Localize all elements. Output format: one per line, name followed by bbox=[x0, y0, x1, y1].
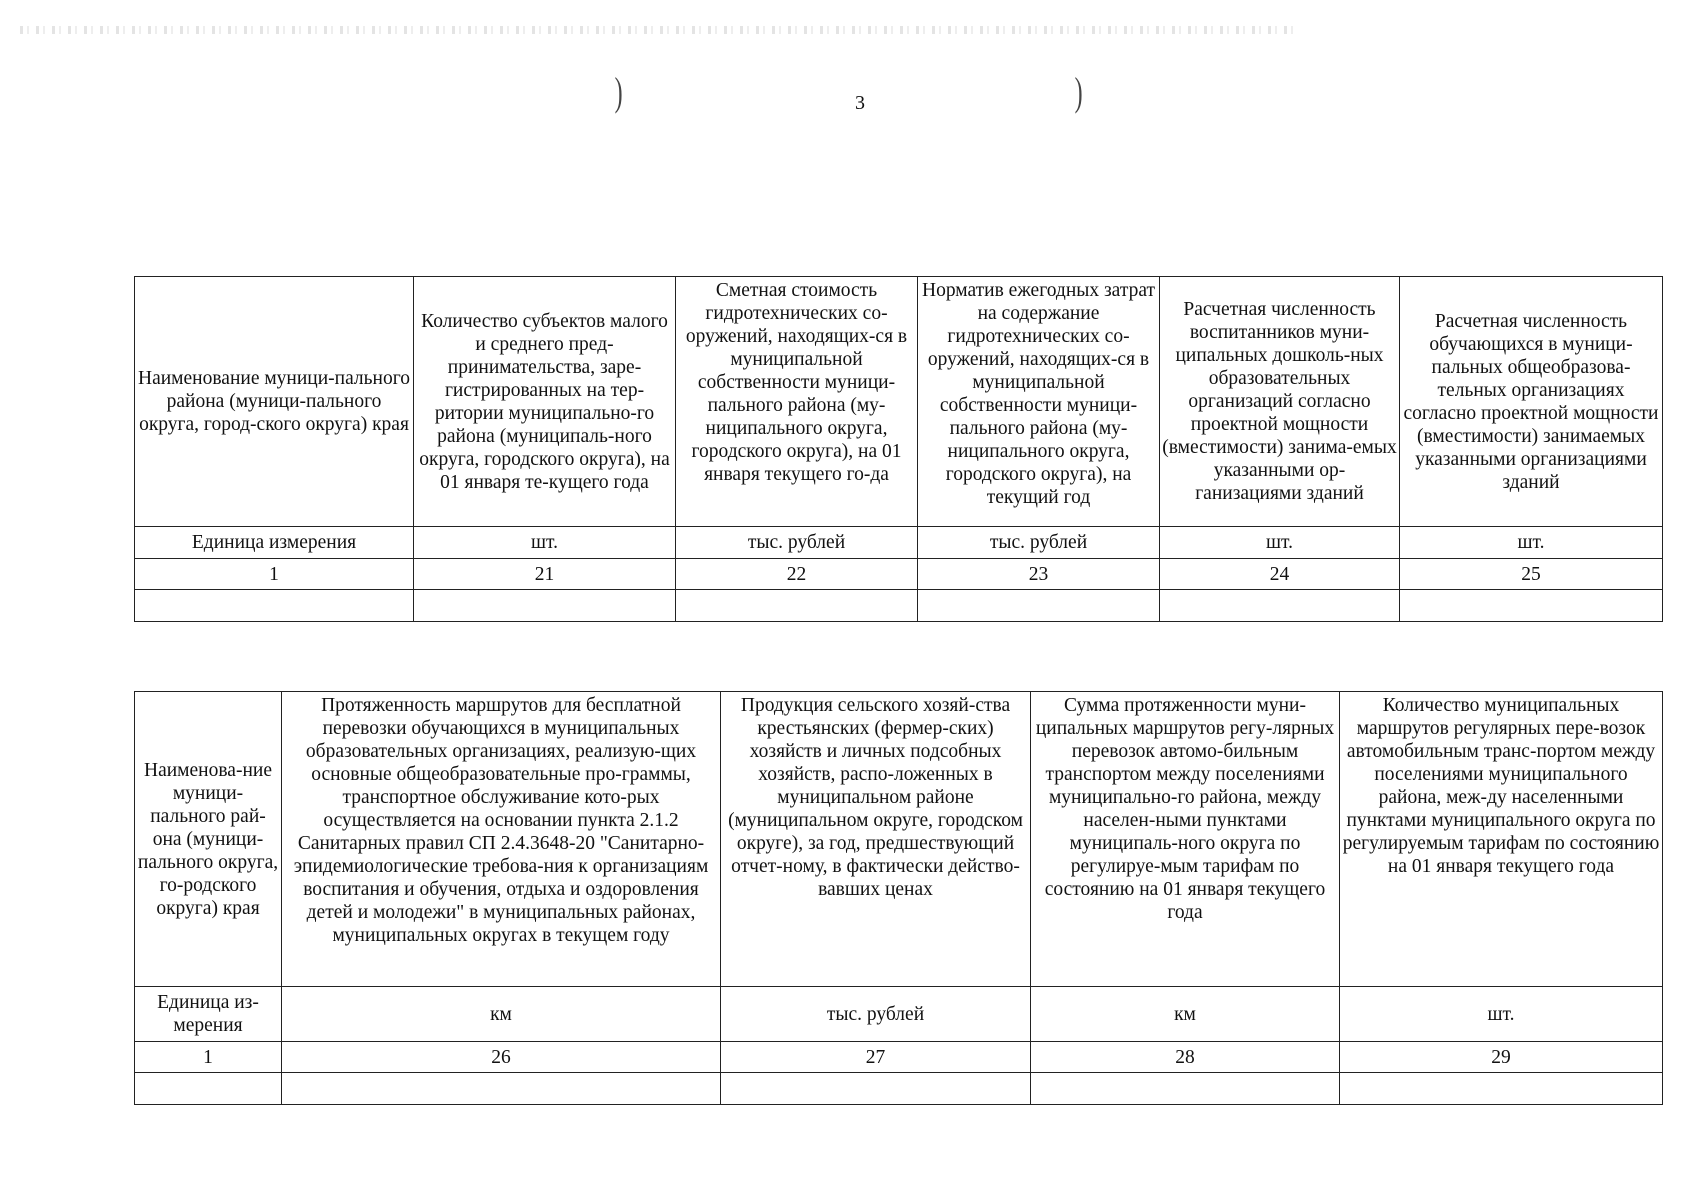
units-row bbox=[135, 527, 1663, 559]
column-number-cell: 29 bbox=[1340, 1042, 1663, 1073]
empty-data-row bbox=[135, 590, 1663, 622]
empty-cell bbox=[676, 590, 918, 622]
header-cell-name: Наименова-ние муници-пального рай-она (муници-пального округа, го-родского округа) края bbox=[135, 692, 282, 987]
header-row bbox=[135, 277, 1663, 527]
header-cell-29: Количество муниципальных маршрутов регулярных пере-возок автомобильным транс-портом между поселениями муниципального района, меж-ду населенными пунктами муниципального округа по регулируемым тарифам по состоянию на 01 января текущего года bbox=[1340, 692, 1663, 987]
empty-cell bbox=[1031, 1073, 1340, 1105]
header-cell-23: Норматив ежегодных затрат на содержание гидротехнических со-оружений, находящих-ся в муниципальной собственности муници-пального района (му-ниципального округа, городского округа), на текущий год bbox=[918, 277, 1160, 527]
header-cell-26: Протяженность маршрутов для бесплатной перевозки обучающихся в муниципальных образовательных организациях, реализую-щих основные общеобразовательные про-граммы, транспортное обслуживание кото-рых осуществляется на основании пункта 2.1.2 Санитарных правил СП 2.4.3648-20 "Санитарно-эпидемиологические требова-ния к организациям воспитания и обучения, отдыха и оздоровления детей и молодежи" в муниципальных районах, муниципальных округах в текущем году bbox=[282, 692, 721, 987]
scan-artifact bbox=[20, 26, 1300, 34]
column-number-cell: 25 bbox=[1400, 559, 1663, 590]
empty-cell bbox=[414, 590, 676, 622]
header-cell-21: Количество субъектов малого и среднего пред-принимательства, заре-гистрированных на тер-ритории муниципально-го района (муниципаль-ного округа, городского округа), на 01 января те-кущего года bbox=[414, 277, 676, 527]
units-cell: шт. bbox=[1400, 527, 1663, 559]
units-cell: тыс. рублей bbox=[721, 987, 1031, 1042]
column-number-cell: 27 bbox=[721, 1042, 1031, 1073]
empty-cell bbox=[721, 1073, 1031, 1105]
empty-cell bbox=[282, 1073, 721, 1105]
column-number-cell: 24 bbox=[1160, 559, 1400, 590]
column-numbers-row bbox=[135, 559, 1663, 590]
column-number-cell: 28 bbox=[1031, 1042, 1340, 1073]
units-cell: тыс. рублей bbox=[676, 527, 918, 559]
punch-hole-mark: ) bbox=[1074, 69, 1083, 114]
column-number-cell: 1 bbox=[135, 1042, 282, 1073]
units-cell: Единица измерения bbox=[135, 527, 414, 559]
punch-hole-mark: ) bbox=[614, 69, 623, 114]
column-number-cell: 1 bbox=[135, 559, 414, 590]
indicators-table-2 bbox=[134, 691, 1663, 1105]
page-number: 3 bbox=[855, 92, 865, 114]
units-cell: км bbox=[1031, 987, 1340, 1042]
empty-cell bbox=[1340, 1073, 1663, 1105]
empty-cell bbox=[1160, 590, 1400, 622]
indicators-table-1 bbox=[134, 276, 1663, 622]
units-cell: шт. bbox=[1340, 987, 1663, 1042]
header-cell-25: Расчетная численность обучающихся в муници-пальных общеобразова-тельных организациях согласно проектной мощности (вместимости) занимаемых указанными организациями зданий bbox=[1400, 277, 1663, 527]
empty-cell bbox=[918, 590, 1160, 622]
column-numbers-row bbox=[135, 1042, 1663, 1073]
units-cell: Единица из-мерения bbox=[135, 987, 282, 1042]
units-row bbox=[135, 987, 1663, 1042]
header-cell-27: Продукция сельского хозяй-ства крестьянских (фермер-ских) хозяйств и личных подсобных хозяйств, распо-ложенных в муниципальном районе (муниципальном округе, городском округе), за год, предшествующий отчет-ному, в фактически действо-вавших ценах bbox=[721, 692, 1031, 987]
header-cell-name: Наименование муници-пального района (муници-пального округа, город-ского округа) края bbox=[135, 277, 414, 527]
column-number-cell: 23 bbox=[918, 559, 1160, 590]
units-cell: км bbox=[282, 987, 721, 1042]
units-cell: шт. bbox=[1160, 527, 1400, 559]
empty-cell bbox=[135, 1073, 282, 1105]
column-number-cell: 26 bbox=[282, 1042, 721, 1073]
empty-cell bbox=[1400, 590, 1663, 622]
header-cell-24: Расчетная численность воспитанников муни-ципальных дошколь-ных образовательных организаций согласно проектной мощности (вместимости) занима-емых указанными ор-ганизациями зданий bbox=[1160, 277, 1400, 527]
column-number-cell: 22 bbox=[676, 559, 918, 590]
units-cell: тыс. рублей bbox=[918, 527, 1160, 559]
header-row bbox=[135, 692, 1663, 987]
units-cell: шт. bbox=[414, 527, 676, 559]
header-cell-22: Сметная стоимость гидротехнических со-оружений, находящих-ся в муниципальной собственности муници-пального района (му-ниципального округа, городского округа), на 01 января текущего го-да bbox=[676, 277, 918, 527]
column-number-cell: 21 bbox=[414, 559, 676, 590]
empty-cell bbox=[135, 590, 414, 622]
empty-data-row bbox=[135, 1073, 1663, 1105]
header-cell-28: Сумма протяженности муни-ципальных маршрутов регу-лярных перевозок автомо-бильным транспортом между поселениями муниципально-го района, между населен-ными пунктами муниципаль-ного округа по регулируе-мым тарифам по состоянию на 01 января текущего года bbox=[1031, 692, 1340, 987]
